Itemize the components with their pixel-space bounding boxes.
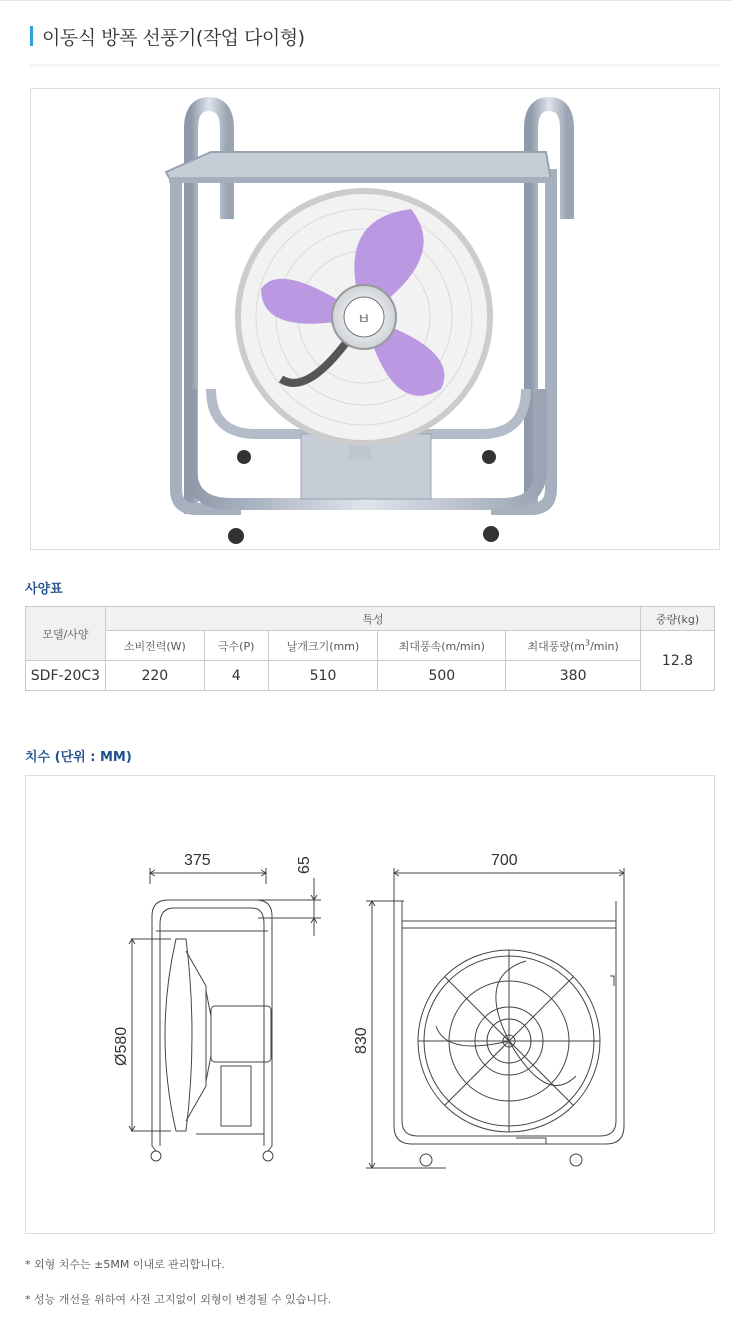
page-header: [30, 22, 305, 50]
top-divider: [0, 0, 732, 1]
page-title: 이동식 방폭 선풍기(작업 다이형): [42, 26, 305, 49]
cell-blade-size: 510: [268, 661, 378, 691]
cell-max-velocity: 500: [378, 661, 506, 691]
col-power: 소비전력(W): [105, 631, 204, 661]
dimension-diagram: [26, 776, 714, 1233]
dim-700: 700: [491, 852, 518, 869]
spec-section-label: 사양표: [25, 582, 63, 597]
col-max-flow: 최대풍량$(m^3/\min)$: [506, 631, 641, 661]
dim-375: 375: [184, 852, 211, 869]
col-max-velocity: 최대풍속(m/min): [378, 631, 506, 661]
cell-model: SDF-20C3: [26, 661, 106, 691]
dim-65: 65: [296, 856, 313, 874]
note-tolerance: * 외형 치수는 ±5MM 이내로 관리합니다.: [25, 1258, 225, 1271]
note-design-change: * 성능 개선을 위하여 사전 고지없이 외형이 변경될 수 있습니다.: [25, 1293, 332, 1306]
header-model: 모델/사양: [26, 607, 106, 661]
svg-text:ㅂ: ㅂ: [357, 311, 371, 327]
title-accent-bar: [30, 26, 33, 46]
cell-poles: 4: [204, 661, 268, 691]
col-blade-size: 날개크기(mm): [268, 631, 378, 661]
dim-830: 830: [353, 1027, 370, 1054]
dims-section-label: 치수 (단위 : MM): [25, 750, 132, 765]
col-poles: 극수(P): [204, 631, 268, 661]
dimension-drawing: [25, 775, 715, 1234]
cell-max-flow: 380: [506, 661, 641, 691]
cell-power: 220: [105, 661, 204, 691]
product-photo: [30, 88, 720, 550]
title-divider: [30, 64, 720, 68]
fan-cart-illustration: [31, 89, 719, 549]
spec-table: [25, 606, 715, 691]
header-weight: 중량(kg): [641, 607, 715, 631]
cell-weight: 12.8: [641, 631, 715, 691]
header-features: 특성: [105, 607, 640, 631]
dim-580: Ø580: [113, 1026, 130, 1066]
